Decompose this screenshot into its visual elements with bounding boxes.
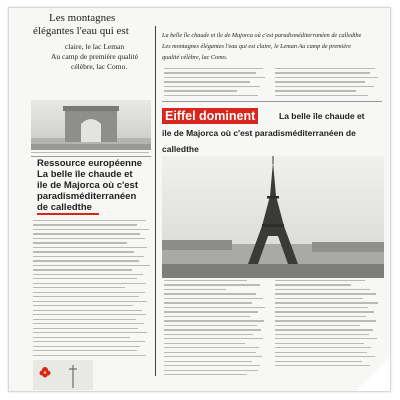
eiffel-tower-photo bbox=[162, 156, 384, 278]
right-title-line3: qualité célèbre, lac Como. bbox=[162, 54, 228, 61]
left-headline-line4: paradisméditerranéen bbox=[37, 191, 137, 202]
folded-corner bbox=[356, 357, 390, 391]
eiffel-red-banner: Eiffel dominent bbox=[162, 108, 258, 124]
eiffel-illustration bbox=[162, 156, 384, 278]
column-divider bbox=[155, 26, 156, 376]
arc-illustration bbox=[31, 100, 151, 150]
arc-de-triomphe-photo bbox=[31, 100, 151, 150]
right-intro-text-right bbox=[275, 68, 381, 100]
right-title-line2: Les montagnes élégantes l'eau qui est claire, le Leman Au camp de première bbox=[162, 43, 352, 50]
left-headline-line1: Ressource européenne bbox=[37, 158, 143, 169]
red-flower-icon bbox=[33, 360, 93, 390]
left-headline-line5: de calledthe bbox=[37, 202, 92, 213]
left-body-text bbox=[33, 220, 151, 360]
flower-photo bbox=[33, 360, 93, 390]
right-intro-text-left bbox=[164, 68, 268, 100]
right-body-text-left bbox=[164, 280, 268, 382]
right-title-line1: La belle île chaude et ile de Majorca où c'est paradisméditerranéen de calledthe bbox=[162, 32, 362, 39]
newspaper-sheet bbox=[8, 7, 391, 392]
banner-headline-line2: ile de Majorca où c'est paradisméditerranéen de bbox=[162, 128, 356, 138]
right-rule-top bbox=[162, 101, 382, 102]
left-subtitle-line3: célèbre, lac Como. bbox=[71, 62, 128, 71]
banner-headline-line3: calledthe bbox=[162, 144, 199, 154]
banner-headline-line1: La belle île chaude et bbox=[279, 111, 365, 121]
left-rule-top bbox=[31, 156, 151, 157]
left-heading-line2: élégantes l'eau qui est bbox=[33, 25, 129, 37]
left-subtitle-line1: claire, le lac Leman bbox=[65, 42, 125, 51]
left-heading-line1: Les montagnes bbox=[49, 12, 116, 24]
left-subtitle-line2: Au camp de première qualité bbox=[51, 52, 139, 61]
left-headline-line3: ile de Majorca où c'est bbox=[37, 180, 138, 191]
left-headline-underline bbox=[37, 213, 99, 215]
left-headline-line2: La belle île chaude et bbox=[37, 169, 133, 180]
